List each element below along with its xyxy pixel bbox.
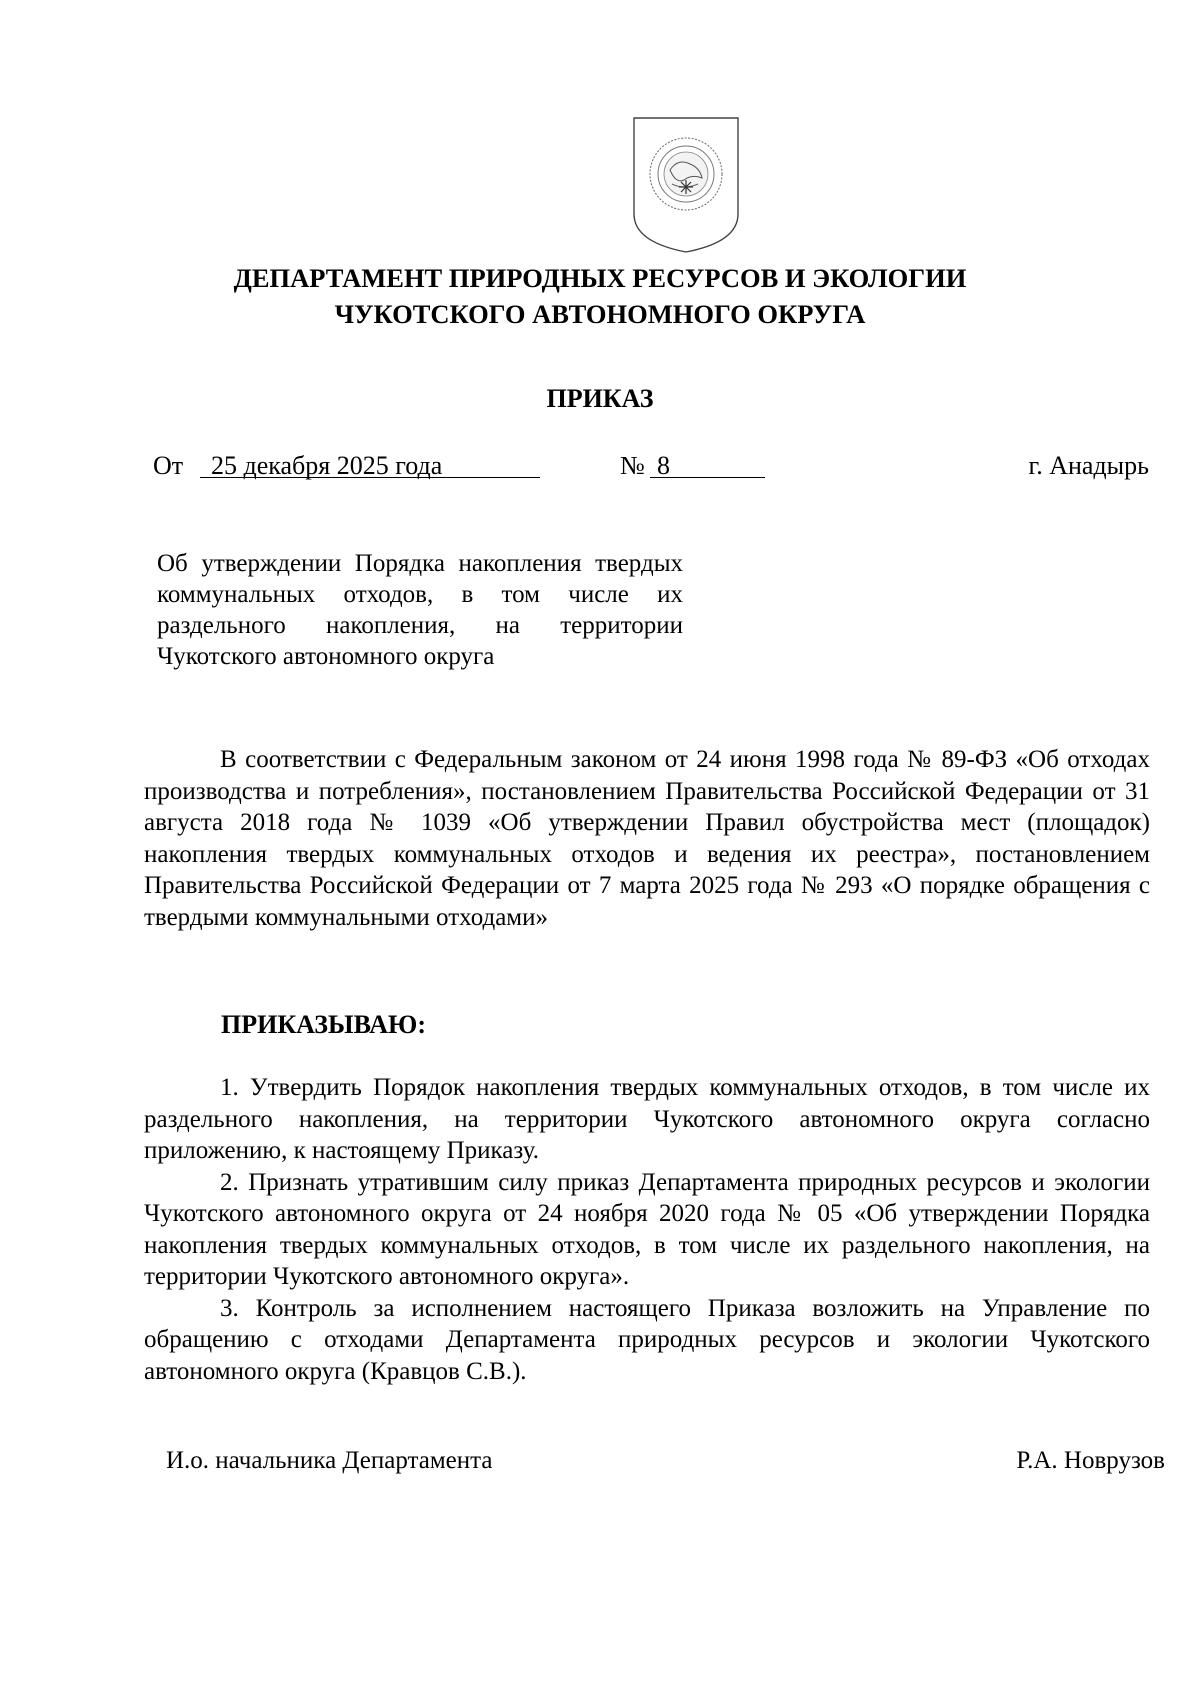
preamble-paragraph: В соответствии с Федеральным законом от 24 июня 1998 года № 89-ФЗ «Об отходах производства и потребления», постановлением Правительства Российской Федерации от 31 августа 2018 года № 1039 «Об утверждении Правил обустройства мест (площадок) накопления твердых коммунальных отходов и ведения их реестра», постановлением Правительства Российской Федерации от 7 марта 2025 года № 293 «О порядке обращения с твердыми коммунальными отходами»	[144, 746, 1150, 931]
order-item-3: 3. Контроль за исполнением настоящего Приказа возложить на Управление по обращению с отходами Департамента природных ресурсов и экологии Чукотского автономного округа (Кравцов С.В.).	[144, 1294, 1150, 1385]
department-name-line-2: ЧУКОТСКОГО АВТОНОМНОГО ОКРУГА	[334, 299, 866, 329]
document-number: 8	[657, 451, 670, 480]
signatory-name: Р.А. Новрузов	[1016, 1447, 1165, 1474]
number-underline	[650, 477, 765, 478]
order-items	[144, 1072, 1150, 1387]
signatory-position: И.о. начальника Департамента	[166, 1447, 493, 1474]
order-item-2: 2. Признать утратившим силу приказ Департамента природных ресурсов и экологии Чукотского автономного округа от 24 ноября 2020 года № 05 «Об утверждении Порядка накопления твердых коммунальных отходов, в том числе их раздельного накопления, на территории Чукотского автономного округа».	[144, 1168, 1150, 1290]
command-heading: ПРИКАЗЫВАЮ:	[221, 1010, 426, 1039]
department-name-line-1: ДЕПАРТАМЕНТ ПРИРОДНЫХ РЕСУРСОВ И ЭКОЛОГИИ	[233, 263, 967, 293]
document-city: г. Анадырь	[1028, 451, 1149, 480]
order-item-1: 1. Утвердить Порядок накопления твердых коммунальных отходов, в том числе их раздельного накопления, на территории Чукотского автономного округа согласно приложению, к настоящему Приказу.	[144, 1074, 1150, 1164]
number-prefix: №	[620, 451, 645, 480]
date-prefix: От	[153, 451, 184, 480]
department-header	[0, 260, 1200, 332]
document-date: 25 декабря 2025 года	[211, 451, 443, 480]
document-type-title: ПРИКАЗ	[546, 384, 654, 413]
coat-of-arms-emblem	[626, 114, 746, 256]
date-underline	[200, 477, 540, 478]
document-subject: Об утверждении Порядка накопления твердых коммунальных отходов, в том числе их раздельного накопления, на территории Чукотского автономного округа	[157, 550, 683, 670]
